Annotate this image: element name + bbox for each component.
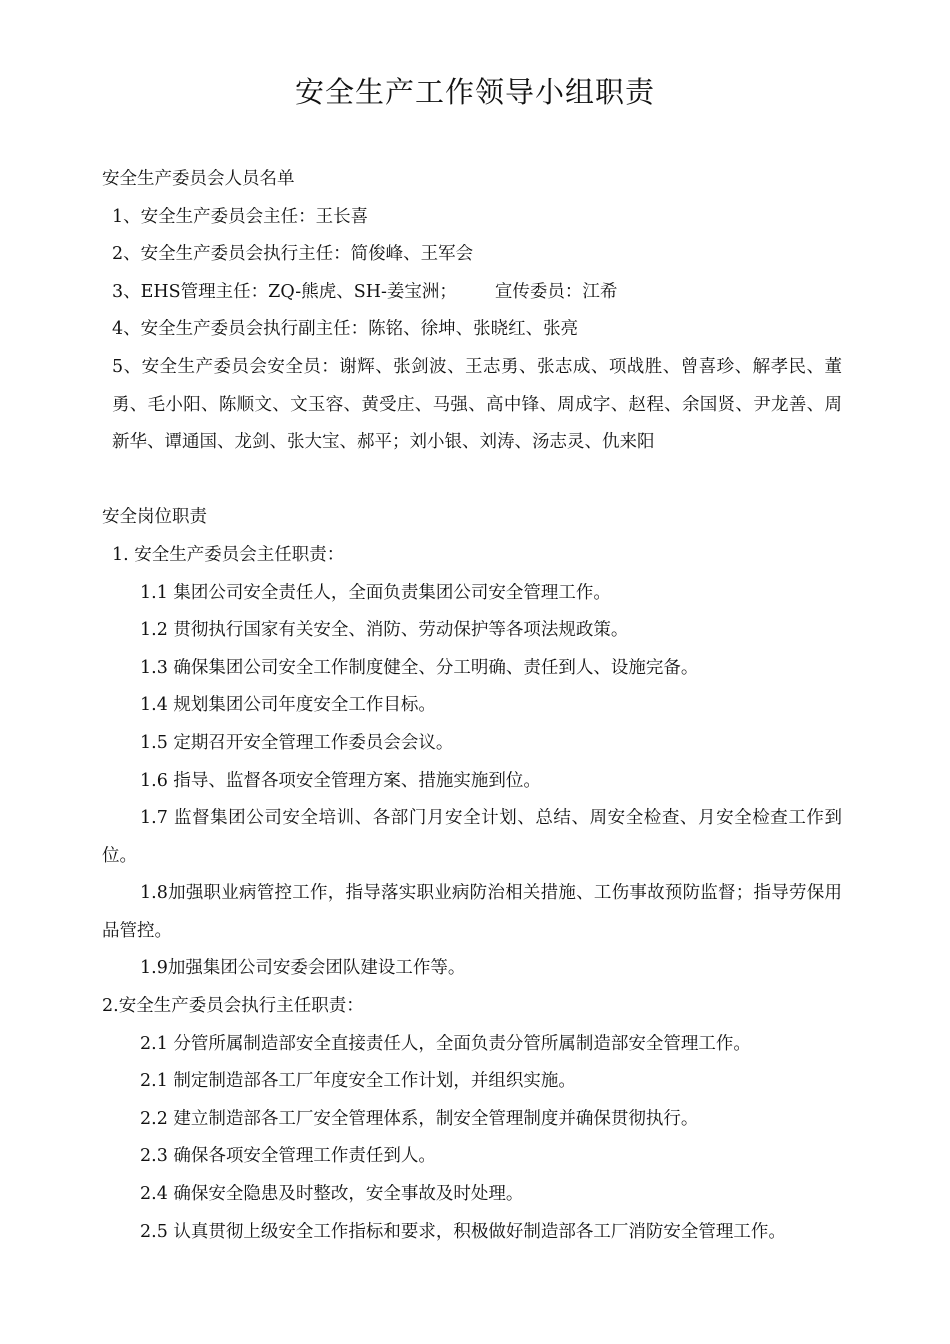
committee-item-4: 4、安全生产委员会执行副主任：陈铭、徐坤、张晓红、张亮 [112, 319, 579, 340]
section2-heading: 2.安全生产委员会执行主任职责： [102, 996, 364, 1017]
section1-item: 1.2 贯彻执行国家有关安全、消防、劳动保护等各项法规政策。 [140, 620, 629, 641]
committee-heading: 安全生产委员会人员名单 [102, 169, 295, 189]
section1-item: 1.3 确保集团公司安全工作制度健全、分工明确、责任到人、设施完备。 [140, 657, 699, 678]
document-title: 安全生产工作领导小组职责 [294, 75, 655, 109]
section1-item: 1.7 监督集团公司安全培训、各部门月安全计划、总结、周安全检查、月安全检查工作到位。 [102, 808, 842, 866]
committee-item-1: 1、安全生产委员会主任：王长喜 [112, 206, 369, 227]
committee-item-2: 2、安全生产委员会执行主任：简俊峰、王军会 [112, 244, 474, 265]
committee-item-3 [102, 274, 842, 312]
section2-item: 2.4 确保安全隐患及时整改，安全事故及时处理。 [140, 1184, 524, 1205]
section1-item: 1.6 指导、监督各项安全管理方案、措施实施到位。 [140, 770, 541, 791]
committee-item-3-text: 3、EHS管理主任：ZQ-熊虎、SH-姜宝洲； [112, 281, 457, 302]
section1-heading: 1. 安全生产委员会主任职责： [112, 544, 345, 565]
section-spacer [102, 462, 842, 500]
section1-item: 1.9加强集团公司安委会团队建设工作等。 [140, 958, 466, 979]
section1-item: 1.8加强职业病管控工作，指导落实职业病防治相关措施、工伤事故预防监督；指导劳保用品管控。 [102, 883, 842, 941]
section1-item: 1.1 集团公司安全责任人，全面负责集团公司安全管理工作。 [140, 582, 611, 603]
section2-item: 2.5 认真贯彻上级安全工作指标和要求，积极做好制造部各工厂消防安全管理工作。 [140, 1221, 786, 1242]
section1-item: 1.4 规划集团公司年度安全工作目标。 [140, 695, 436, 716]
document-body [102, 161, 842, 1251]
duties-heading: 安全岗位职责 [102, 507, 207, 528]
section2-item: 2.2 建立制造部各工厂安全管理体系，制安全管理制度并确保贯彻执行。 [140, 1108, 699, 1129]
section2-item: 2.1 分管所属制造部安全直接责任人，全面负责分管所属制造部安全管理工作。 [140, 1033, 751, 1054]
committee-item-5: 5、安全生产委员会安全员：谢辉、张剑波、王志勇、张志成、项战胜、曾喜珍、解孝民、董勇、毛小阳、陈顺文、文玉容、黄受庄、马强、高中锋、周成字、赵程、余国贤、尹龙善、周新华、谭通国、龙剑、张大宝、郝平；刘小银、刘涛、汤志灵、仇来阳 [112, 356, 842, 453]
section2-item: 2.1 制定制造部各工厂年度安全工作计划，并组织实施。 [140, 1071, 576, 1092]
section1-item: 1.5 定期召开安全管理工作委员会会议。 [140, 732, 454, 753]
committee-item-3-extra: 宣传委员：江希 [494, 281, 618, 302]
section2-item: 2.3 确保各项安全管理工作责任到人。 [140, 1146, 436, 1167]
